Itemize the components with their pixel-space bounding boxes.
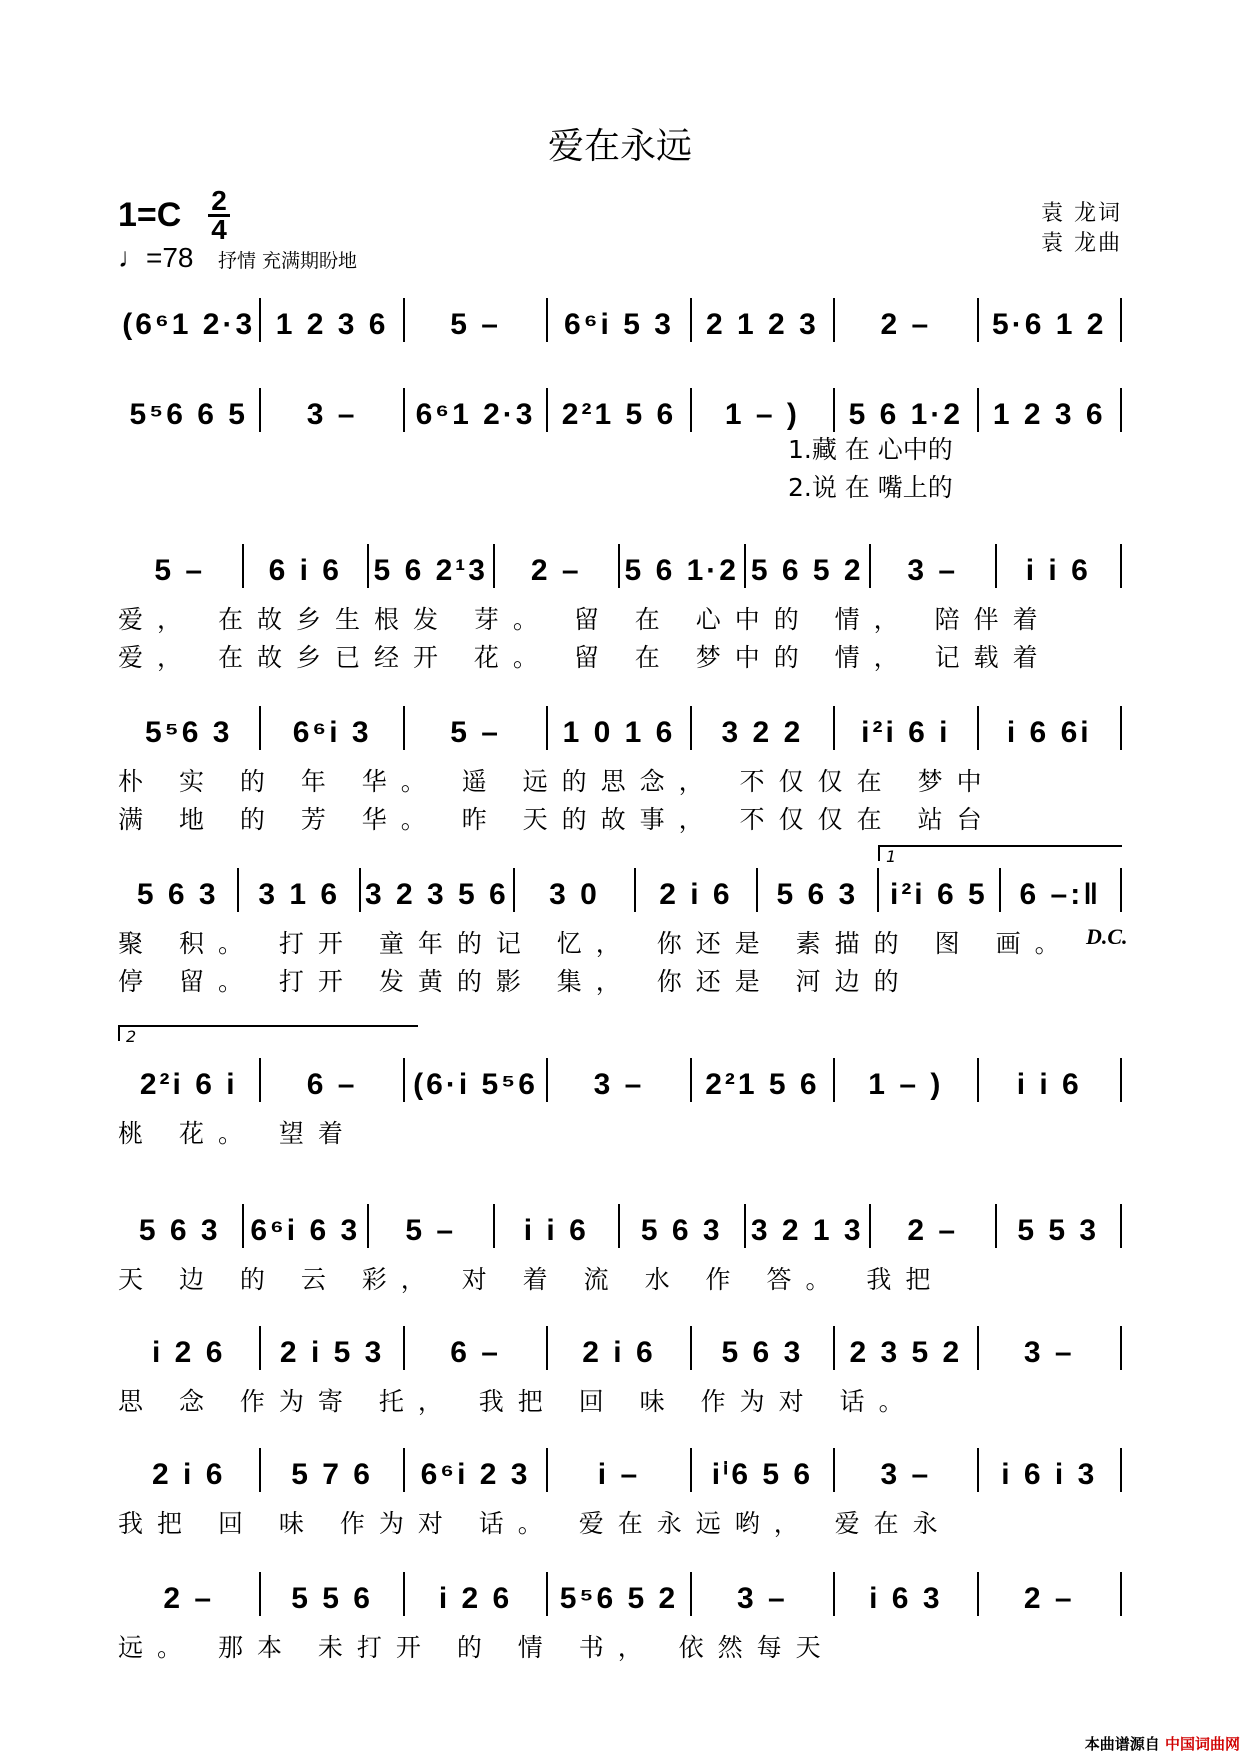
measure: 5⁵6 6 5 (118, 388, 261, 432)
measure: (6·i 5⁵6 (405, 1058, 548, 1102)
measure: 2 i 6 (548, 1326, 691, 1370)
lyric-line-1: 爱， 在故乡生根发 芽。 留 在 心中的 情， 陪伴着 (118, 605, 1052, 634)
measure: i 2 6 (118, 1326, 261, 1370)
measure: i²i 6 5 (879, 868, 1000, 912)
measure: 2 – (871, 1204, 997, 1248)
da-capo-marking: D.C. (1086, 924, 1128, 949)
measure: 5⁵6 3 (118, 706, 261, 750)
note-line (118, 690, 1122, 750)
page-title: 爱在永远 (547, 126, 692, 167)
measure: 1 0 1 6 (548, 706, 691, 750)
stanza-1-start: 1.藏 在 心中的 (788, 435, 953, 464)
measure: 2 1 2 3 (692, 298, 835, 342)
lyric-line-1: 我把 回 味 作为对 话。 爱在永远哟， 爱在永 (118, 1509, 952, 1538)
note-line (118, 1432, 1122, 1492)
measure: i 6 i 3 (979, 1448, 1122, 1492)
measure: 5 6 1·2 (620, 544, 746, 588)
note-line (118, 852, 1122, 912)
measure: 2²1 5 6 (692, 1058, 835, 1102)
measure: 5 6 5 2 (746, 544, 872, 588)
measure: 1 2 3 6 (979, 388, 1122, 432)
measure: 6⁶i 2 3 (405, 1448, 548, 1492)
measure: 6 –:‖ (1001, 868, 1122, 912)
measure: 5 6 1·2 (835, 388, 978, 432)
measure: 2 – (495, 544, 621, 588)
measure: 1 2 3 6 (261, 298, 404, 342)
measure: 5 7 6 (261, 1448, 404, 1492)
measure: 3 2 3 5 6 (361, 868, 515, 912)
lyric-line-2: 爱， 在故乡已经开 花。 留 在 梦中的 情， 记载着 (118, 643, 1052, 672)
measure: 5 6 3 (118, 868, 239, 912)
measure: 3 – (979, 1326, 1122, 1370)
measure: 5 5 3 (997, 1204, 1123, 1248)
measure: 2 3 5 2 (835, 1326, 978, 1370)
lyric-line-1: 天 边 的 云 彩， 对 着 流 水 作 答。 我把 (118, 1265, 945, 1294)
measure: 2 i 6 (118, 1448, 261, 1492)
measure: 5 – (405, 706, 548, 750)
measure: 5 6 3 (692, 1326, 835, 1370)
lyric-line-1: 朴 实 的 年 华。 遥 远的思念， 不仅仅在 梦中 (118, 767, 996, 796)
volta-1-bracket: 1 (878, 845, 1122, 861)
lyric-line-1: 思 念 作为寄 托， 我把 回 味 作为对 话。 (118, 1387, 918, 1416)
measure: 5 – (405, 298, 548, 342)
measure: 2 – (835, 298, 978, 342)
meter-numerator: 2 (211, 185, 227, 216)
measure: 3 1 6 (239, 868, 360, 912)
lyricist-credit: 袁 龙词 (1041, 201, 1122, 226)
volta-2-bracket: 2 (118, 1025, 418, 1041)
lyric-line-1: 聚 积。 打开 童年的记 忆， 你还是 素描的 图 画。 (118, 929, 1074, 958)
measure: 6 – (261, 1058, 404, 1102)
measure: (6⁶1 2·3 (118, 298, 261, 342)
lyric-line-1: 桃 花。 望着 (118, 1119, 357, 1148)
measure: 5 – (118, 544, 244, 588)
measure: 2 i 6 (636, 868, 757, 912)
note-line (118, 1188, 1122, 1248)
lyric-line-1: 远。 那本 未打开 的 情 书， 依然每天 (118, 1633, 835, 1662)
measure: 3 – (835, 1448, 978, 1492)
measure: 6 – (405, 1326, 548, 1370)
measure: i 2 6 (405, 1572, 548, 1616)
measure: i²i 6 i (835, 706, 978, 750)
measure: 1 – ) (835, 1058, 978, 1102)
measure: 5·6 1 2 (979, 298, 1122, 342)
measure: 5 6 2¹3 (369, 544, 495, 588)
measure: i i 6 (979, 1058, 1122, 1102)
measure: 3 – (871, 544, 997, 588)
footer-source-label: 本曲谱源自 (1084, 1735, 1160, 1753)
measure: 2²1 5 6 (548, 388, 691, 432)
measure: i 6 6i (979, 706, 1122, 750)
footer-site-name: 中国词曲网 (1164, 1735, 1240, 1753)
measure: 3 2 1 3 (746, 1204, 872, 1248)
measure: i – (548, 1448, 691, 1492)
measure: 3 0 (515, 868, 636, 912)
measure: 1 – ) (692, 388, 835, 432)
note-line (118, 528, 1122, 588)
note-line (118, 282, 1122, 342)
tempo-value: =78 (146, 242, 194, 273)
measure: 2 – (118, 1572, 261, 1616)
note-line (118, 1556, 1122, 1616)
note-line (118, 1042, 1122, 1102)
lyric-line-2: 满 地 的 芳 华。 昨 天的故事， 不仅仅在 站台 (118, 805, 996, 834)
measure: 6⁶i 6 3 (244, 1204, 370, 1248)
measure: 3 – (261, 388, 404, 432)
source-footer (1085, 1733, 1240, 1754)
measure: 5 6 3 (620, 1204, 746, 1248)
measure: iⁱ6 5 6 (692, 1448, 835, 1492)
measure: 2 – (979, 1572, 1122, 1616)
measure: i i 6 (997, 544, 1123, 588)
note-line (118, 372, 1122, 432)
time-signature (206, 185, 232, 245)
measure: i i 6 (495, 1204, 621, 1248)
lyric-line-2: 停 留。 打开 发黄的影 集， 你还是 河边的 (118, 967, 913, 996)
measure: 6⁶i 3 (261, 706, 404, 750)
measure: 2 i 5 3 (261, 1326, 404, 1370)
measure: i 6 3 (835, 1572, 978, 1616)
measure: 5⁵6 5 2 (548, 1572, 691, 1616)
measure: 3 2 2 (692, 706, 835, 750)
measure: 5 6 3 (758, 868, 879, 912)
measure: 6⁶i 5 3 (548, 298, 691, 342)
key-signature: 1=C (118, 196, 182, 234)
measure: 5 6 3 (118, 1204, 244, 1248)
tempo-marking (118, 242, 194, 274)
measure: 6⁶1 2·3 (405, 388, 548, 432)
expression-marking: 抒情 充满期盼地 (218, 250, 358, 272)
quarter-note-icon: ♩ (118, 242, 146, 273)
measure: 5 5 6 (261, 1572, 404, 1616)
composer-credit: 袁 龙曲 (1041, 231, 1122, 256)
note-line (118, 1310, 1122, 1370)
stanza-2-start: 2.说 在 嘴上的 (788, 473, 953, 502)
meter-denominator: 4 (211, 214, 227, 245)
measure: 3 – (548, 1058, 691, 1102)
measure: 6 i 6 (244, 544, 370, 588)
measure: 3 – (692, 1572, 835, 1616)
measure: 2²i 6 i (118, 1058, 261, 1102)
measure: 5 – (369, 1204, 495, 1248)
